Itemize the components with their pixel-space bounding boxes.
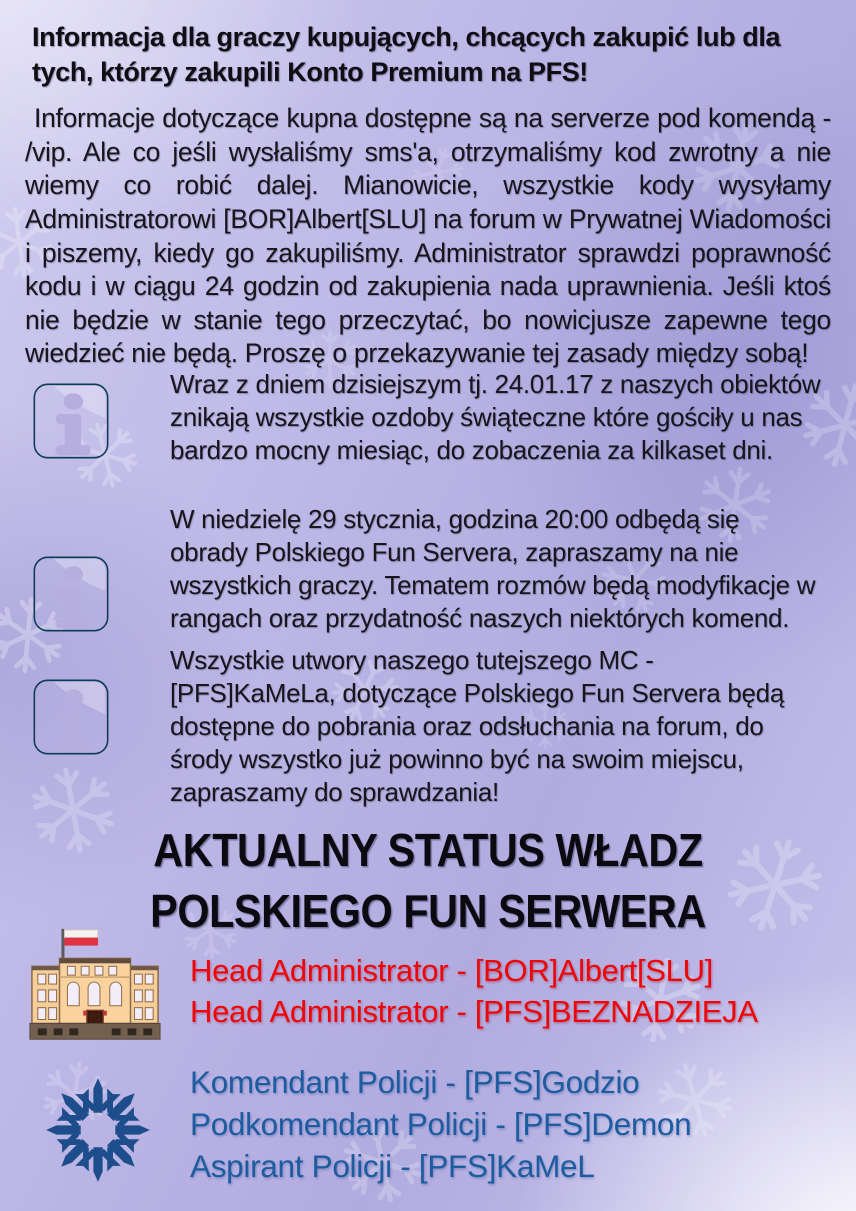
- government-building-icon: [26, 928, 164, 1044]
- intro-paragraph: Informacje dotyczące kupna dostępne są na serverze pod komendą - /vip. Ale co jeśli wysłaliśmy sms'a, otrzymaliśmy kod zwrotny a nie wiemy co robić dalej. Mianowicie, wszystkie kody wysyłamy Administratorowi [BOR]Albert[SLU] na forum w Prywatnej Wiadomości i piszemy, kiedy go zakupiliśmy. Administrator sprawdzi poprawność kodu i w ciągu 24 godzin od zakupienia nada uprawnienia. Jeśli ktoś nie będzie w stanie tego przeczytać, bo nowicjusze zapewne tego wiedzieć nie będą. Proszę o przekazywanie tej zasady między sobą!: [25, 103, 831, 369]
- premium-info-header: Informacja dla graczy kupujących, chcących zakupić lub dla tych, którzy zakupili Konto Premium na PFS!: [32, 22, 781, 88]
- announcement-text: W niedzielę 29 stycznia, godzina 20:00 odbędą się obrady Polskiego Fun Servera, zapraszamy na nie wszystkich graczy. Tematem rozmów będą modyfikacje w rangach oraz przydatność naszych niektórych komend.: [170, 504, 816, 634]
- announcement-text: Wszystkie utwory naszego tutejszego MC - [PFS]KaMeLa, dotyczące Polskiego Fun Servera będą dostępne do pobrania oraz odsłuchania na forum, do środy wszystko już powinno być na swoim miejscu, zapraszamy do sprawdzania!: [170, 645, 784, 808]
- info-icon: [32, 555, 110, 633]
- info-icon: [32, 678, 110, 756]
- status-title-line1: AKTUALNY STATUS WŁADZ: [153, 824, 703, 876]
- status-title-line2: POLSKIEGO FUN SERWERA: [150, 885, 706, 938]
- police-entry: Komendant Policji - [PFS]Godzio: [190, 1064, 640, 1100]
- admin-entry: Head Administrator - [BOR]Albert[SLU]: [190, 953, 713, 988]
- police-star-icon: [40, 1070, 156, 1190]
- status-title: [43, 820, 813, 942]
- police-entries: [190, 1062, 691, 1188]
- info-icon: [32, 382, 110, 460]
- police-entry: Aspirant Policji - [PFS]KaMeL: [190, 1147, 595, 1184]
- announcement-text: Wraz z dniem dzisiejszym tj. 24.01.17 z naszych obiektów znikają wszystkie ozdoby świąteczne które gościły u nas bardzo mocny miesiąc, do zobaczenia za kilkaset dni.: [170, 369, 821, 466]
- administrator-entries: [190, 950, 758, 1032]
- admin-entry: Head Administrator - [PFS]BEZNADZIEJA: [190, 994, 758, 1030]
- police-entry: Podkomendant Policji - [PFS]Demon: [190, 1105, 692, 1142]
